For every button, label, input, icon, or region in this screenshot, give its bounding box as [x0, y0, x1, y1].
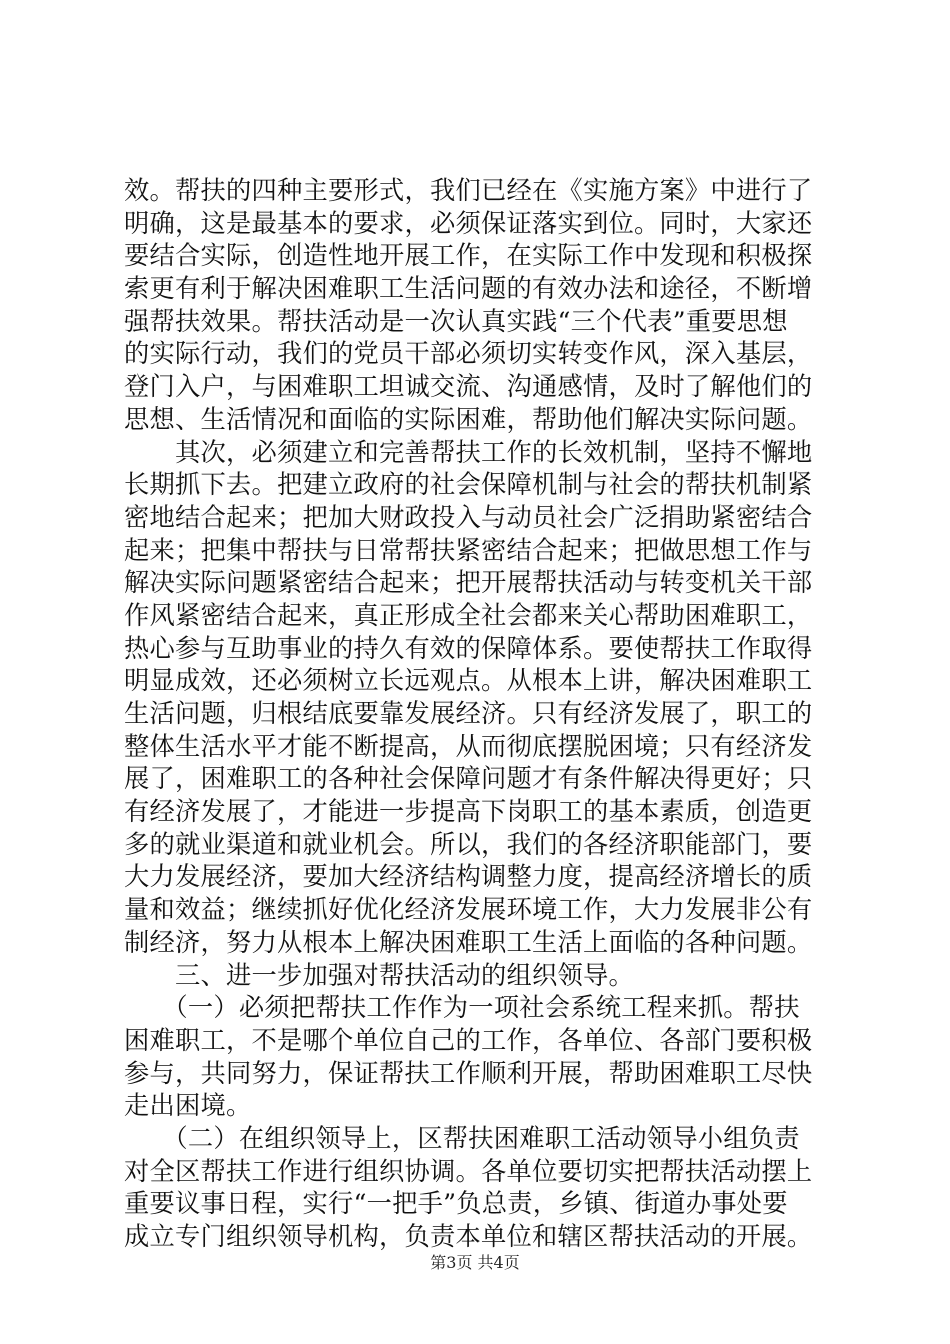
text-line: 生活问题，归根结底要靠发展经济。只有经济发展了，职工的: [124, 699, 813, 728]
text-line: 明确，这是最基本的要求，必须保证落实到位。同时，大家还: [124, 208, 813, 238]
text-line: 密地结合起来；把加大财政投入与动员社会广泛捐助紧密结合: [124, 502, 813, 532]
text-line: 解决实际问题紧密结合起来；把开展帮扶活动与转变机关干部: [124, 568, 813, 598]
text-line: 明显成效，还必须树立长远观点。从根本上讲，解决困难职工: [124, 666, 813, 696]
text-line: 成立专门组织领导机构，负责本单位和辖区帮扶活动的开展。: [124, 1222, 813, 1251]
text-line: 作风紧密结合起来，真正形成全社会都来关心帮助困难职工，: [124, 600, 813, 630]
text-line: 参与，共同努力，保证帮扶工作顺利开展，帮助困难职工尽快: [124, 1058, 813, 1088]
text-line: （一）必须把帮扶工作作为一项社会系统工程来抓。帮扶: [124, 993, 800, 1023]
text-line: 对全区帮扶工作进行组织协调。各单位要切实把帮扶活动摆上: [124, 1156, 813, 1186]
text-line: 的实际行动，我们的党员干部必须切实转变作风，深入基层，: [124, 339, 813, 369]
text-line: （二）在组织领导上，区帮扶困难职工活动领导小组负责: [124, 1123, 800, 1153]
text-line: 困难职工，不是哪个单位自己的工作，各单位、各部门要积极: [124, 1025, 813, 1055]
text-line: 量和效益；继续抓好优化经济发展环境工作，大力发展非公有: [124, 895, 813, 925]
text-line: 整体生活水平才能不断提高，从而彻底摆脱困境；只有经济发: [124, 731, 813, 761]
text-line: 登门入户，与困难职工坦诚交流、沟通感情，及时了解他们的: [124, 372, 813, 402]
text-line: 三、进一步加强对帮扶活动的组织领导。: [124, 960, 634, 990]
text-line: 重要议事日程，实行“一把手”负总责，乡镇、街道办事处要: [124, 1189, 788, 1219]
body-text: [124, 175, 836, 1254]
text-line: 展了，困难职工的各种社会保障问题才有条件解决得更好；只: [124, 764, 813, 794]
page-footer: 第3页 共4页: [430, 1253, 520, 1272]
text-line: 思想、生活情况和面临的实际困难，帮助他们解决实际问题。: [124, 404, 813, 434]
text-line: 热心参与互助事业的持久有效的保障体系。要使帮扶工作取得: [124, 633, 813, 663]
text-line: 效。帮扶的四种主要形式，我们已经在《实施方案》中进行了: [124, 176, 813, 205]
text-line: 大力发展经济，要加大经济结构调整力度，提高经济增长的质: [124, 862, 813, 892]
text-line: 走出困境。: [124, 1091, 252, 1121]
text-line: 索更有利于解决困难职工生活问题的有效办法和途径，不断增: [124, 274, 813, 304]
text-line: 其次，必须建立和完善帮扶工作的长效机制，坚持不懈地: [124, 437, 813, 467]
text-line: 要结合实际，创造性地开展工作，在实际工作中发现和积极探: [124, 241, 813, 271]
text-line: 制经济，努力从根本上解决困难职工生活上面临的各种问题。: [124, 927, 813, 957]
text-line: 起来；把集中帮扶与日常帮扶紧密结合起来；把做思想工作与: [124, 535, 813, 565]
text-line: 有经济发展了，才能进一步提高下岗职工的基本素质，创造更: [124, 797, 813, 827]
text-line: 强帮扶效果。帮扶活动是一次认真实践“三个代表”重要思想: [124, 306, 788, 336]
text-line: 多的就业渠道和就业机会。所以，我们的各经济职能部门，要: [124, 829, 813, 859]
text-line: 长期抓下去。把建立政府的社会保障机制与社会的帮扶机制紧: [124, 470, 813, 500]
